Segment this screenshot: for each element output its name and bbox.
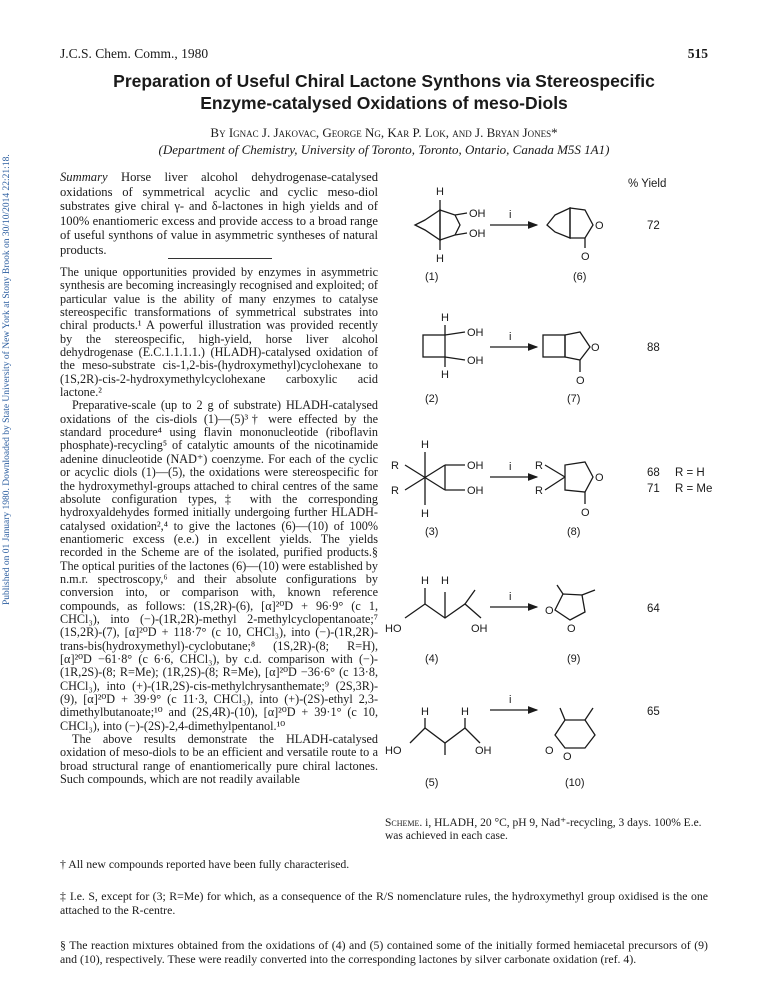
atom-h: H [461, 706, 469, 718]
compound-number: (8) [567, 526, 581, 538]
atom-oh: OH [469, 228, 486, 240]
yield-header: % Yield [628, 178, 667, 190]
atom-o: O [591, 342, 600, 354]
atom-o: O [576, 375, 585, 387]
atom-h: H [441, 575, 449, 587]
title-line-1: Preparation of Useful Chiral Lactone Synthons via Stereospecific [113, 71, 655, 91]
compound-number: (7) [567, 393, 581, 405]
atom-r: R [535, 460, 543, 472]
footnote-1: † All new compounds reported have been fully characterised. [60, 857, 350, 871]
paragraph-1: The unique opportunities provided by enzymes in asymmetric synthesis are becoming increasingly recognised and exploited; of particular value is the ability of many enzymes to catalyse stereospecific transformations of symmetrical substrates into chiral products.¹ A powerful illustration was provided recently by the stereospecific, high-yield, horse liver alcohol dehydrogenase (E.C.1.1.1.1.) (HLADH)-catalysed oxidation of the meso-substrate cis-1,2-bis-(hydroxymethyl)cyclohexane to (1S,2R)-cis-2-hydroxymethylcyclohexane carboxylic acid lactone.² [60, 265, 378, 400]
structure-3 [405, 452, 465, 505]
summary [60, 170, 378, 258]
compound-number: (4) [425, 653, 439, 665]
reagent-label: i [509, 694, 512, 706]
compound-number: (5) [425, 777, 439, 789]
yield-value: 65 [647, 706, 660, 718]
atom-oh: OH [467, 485, 484, 497]
scheme-caption [385, 817, 710, 843]
structure-5 [410, 718, 480, 755]
paragraph-2: Preparative-scale (up to 2 g of substrate) HLADH-catalysed oxidations of the cis-diols (1)—(5)³† were effected by the standard procedure⁴ using flavin mononucleotide (riboflavin phosphate)-recycling⁵ of catalytic amounts of the nicotinamide adenine dinucleotide (NAD⁺) coenzyme. For each of the cyclic or acyclic diols (1)—(5), the oxidations were stereospecific for the hydroxymethyl-groups attached to chiral centres of the same absolute configuration types,‡ with the corresponding hydroxyaldehydes formed initially undergoing further HLADH-catalysed oxidation²,⁴ to give the lactones (6)—(10) of 100% enantiomeric excess (e.e.) in excellent yields. The yields recorded in the Scheme are of the isolated, purified products.§ The optical purities of the lactones (6)—(10) were established by n.m.r. spectroscopy,⁶ and their absolute configurations by conversion into, or comparison with, known reference compounds, as follows: (1S,2R)-(6), [α]²⁰D + 96·9° (c 1, CHCl₃), into (−)-(1R,2R)-methyl 2-methylcyclopentanoate;⁷ (1S,2R)-(7), [α]²⁰D + 118·7° (c 10, CHCl₃), into (−)-(1R,2R)-trans-bis(hydroxymethyl)-cyclobutane;⁸ (1S,2R)-(8; R=H), [α]²⁰D −61·8° (c 6·6, CHCl₃), by c.d. comparison with (−)-(1R,2S)-(8; R=Me); (1R,2S)-(8; R=Me), [α]²⁰D −36·6° (c 13·8, CHCl₃), into (+)-(1R,2S)-cis-methylchrysanthemate;⁹ (2S,3R)-(9), [α]²⁰D + 39·9° (c 11·3, CHCl₃), into (+)-(2S)-ethyl 2,3-dimethylbutanoate;¹⁰ and (2S,4R)-(10), [α]²⁰D + 39·1° (c 10, CHCl₃), into (−)-(2S)-2,4-dimethylpentanol.¹⁰ [60, 398, 378, 733]
atom-ho: HO [385, 745, 402, 757]
atom-o: O [563, 751, 572, 763]
substituent-note: R = H [675, 467, 705, 479]
atom-h: H [421, 508, 429, 520]
compound-number: (2) [425, 393, 439, 405]
compound-number: (1) [425, 271, 439, 283]
atom-r: R [535, 485, 543, 497]
authors: By Ignac J. Jakovac, George Ng, Kar P. Lok, and J. Bryan Jones* [210, 125, 558, 140]
structure-1 [415, 200, 467, 250]
body-text [60, 266, 378, 786]
atom-o: O [581, 251, 590, 263]
yield-value: 68 [647, 467, 660, 479]
structure-7 [543, 332, 590, 372]
atom-h: H [436, 253, 444, 265]
atom-h: H [421, 575, 429, 587]
title-line-2: Enzyme-catalysed Oxidations of meso-Diols [200, 93, 568, 113]
atom-r: R [391, 460, 399, 472]
compound-number: (6) [573, 271, 587, 283]
compound-number: (9) [567, 653, 581, 665]
affiliation: (Department of Chemistry, University of Toronto, Toronto, Ontario, Canada M5S 1A1) [158, 142, 610, 157]
atom-oh: OH [467, 355, 484, 367]
yield-value: 64 [647, 603, 660, 615]
article-title [60, 70, 708, 114]
compound-number: (3) [425, 526, 439, 538]
journal-header: J.C.S. Chem. Comm., 1980 [60, 46, 209, 61]
atom-oh: OH [467, 327, 484, 339]
structure-2 [423, 325, 465, 367]
download-watermark: Published on 01 January 1980. Downloaded by State University of New York at Stony Brook on 30/10/2014 22:21:18. [2, 154, 12, 606]
atom-h: H [441, 369, 449, 381]
atom-ho: HO [385, 623, 402, 635]
atom-o: O [595, 220, 604, 232]
separator-rule [168, 258, 272, 259]
reaction-scheme [385, 180, 715, 812]
structure-9 [555, 585, 595, 620]
atom-oh: OH [475, 745, 492, 757]
structure-10 [555, 708, 595, 748]
reagent-label: i [509, 331, 512, 343]
atom-o: O [567, 623, 576, 635]
atom-r: R [391, 485, 399, 497]
structure-6 [547, 208, 593, 248]
atom-oh: OH [471, 623, 488, 635]
paragraph-3: The above results demonstrate the HLADH-catalysed oxidation of meso-diols to be an efficient and versatile route to a broad structural range of enantiomerically pure chiral lactones. Such compounds, which are not readily available [60, 732, 378, 787]
structure-4 [405, 588, 481, 618]
yield-value: 71 [647, 483, 660, 495]
compound-number: (10) [565, 777, 585, 789]
atom-o: O [595, 472, 604, 484]
structure-8 [545, 462, 593, 504]
page-number: 515 [687, 46, 708, 61]
footnote-2: ‡ I.e. S, except for (3; R=Me) for which, as a consequence of the R/S nomenclature rules, the hydroxymethyl group oxidised is the one attached to the R-centre. [60, 889, 708, 917]
author-block [60, 124, 708, 158]
atom-h: H [421, 706, 429, 718]
atom-o: O [545, 745, 554, 757]
reagent-label: i [509, 209, 512, 221]
footnote-3: § The reaction mixtures obtained from the oxidations of (4) and (5) contained some of the initially formed hemiacetal precursors of (9) and (10), respectively. These were readily converted into the corresponding lactones by silver carbonate oxidation (ref. 4). [60, 938, 708, 966]
atom-oh: OH [469, 208, 486, 220]
scheme-caption-text: i, HLADH, 20 °C, pH 9, Nad⁺-recycling, 3 days. 100% E.e. was achieved in each case. [385, 817, 702, 842]
reagent-label: i [509, 591, 512, 603]
atom-h: H [421, 439, 429, 451]
reagent-label: i [509, 461, 512, 473]
summary-lead: Summary [60, 170, 108, 184]
atom-h: H [441, 312, 449, 324]
summary-text: Horse liver alcohol dehydrogenase-catalysed oxidations of symmetrical acyclic and cyclic meso-diol substrates give chiral γ- and δ-lactones in high yields and of 100% enantiomeric excess and provide access to a broad range of useful synthons of value in asymmetric syntheses of natural products. [60, 170, 378, 257]
atom-o: O [545, 605, 554, 617]
yield-value: 88 [647, 342, 660, 354]
atom-oh: OH [467, 460, 484, 472]
yield-value: 72 [647, 220, 660, 232]
scheme-caption-lead: Scheme. [385, 817, 423, 829]
atom-o: O [581, 507, 590, 519]
atom-h: H [436, 186, 444, 198]
substituent-note: R = Me [675, 483, 713, 495]
